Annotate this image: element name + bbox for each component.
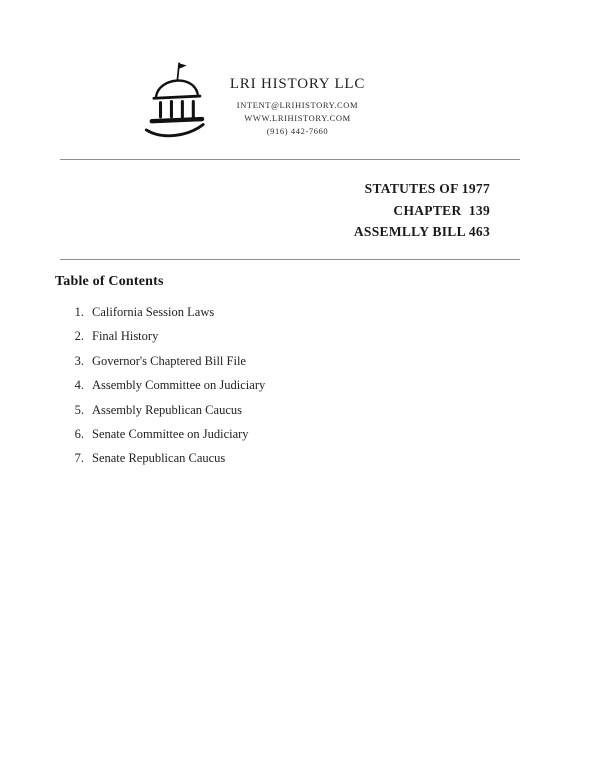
toc-item-label: Assembly Republican Caucus bbox=[92, 402, 242, 417]
toc-item-label: Governor's Chaptered Bill File bbox=[92, 353, 246, 368]
toc-item-label: Senate Committee on Judiciary bbox=[92, 426, 249, 441]
letterhead bbox=[200, 76, 395, 138]
toc-item-label: California Session Laws bbox=[92, 305, 215, 319]
toc-item bbox=[68, 378, 265, 402]
toc-item-number: 5. bbox=[74, 402, 84, 417]
toc-item-number: 6. bbox=[74, 426, 84, 441]
toc-item-number: 3. bbox=[74, 353, 84, 368]
toc-item-number: 1. bbox=[74, 305, 84, 319]
company-phone: (916) 442-7660 bbox=[266, 126, 329, 136]
toc-item bbox=[68, 354, 265, 378]
toc-item bbox=[68, 329, 265, 353]
company-name: LRI HISTORY LLC bbox=[229, 76, 366, 92]
divider-top bbox=[60, 159, 520, 160]
toc-item-number: 4. bbox=[74, 378, 84, 393]
toc-item bbox=[68, 305, 265, 329]
toc-item-number: 2. bbox=[74, 329, 84, 344]
toc-item-label: Final History bbox=[92, 329, 159, 344]
company-website: WWW.LRIHISTORY.COM bbox=[244, 113, 351, 123]
toc-item-label: Assembly Committee on Judiciary bbox=[92, 378, 266, 393]
toc-item-label: Senate Republican Caucus bbox=[92, 451, 226, 466]
statutes-line-bill: ASSEMLLY BILL 463 bbox=[353, 224, 490, 239]
statutes-line-chapter: CHAPTER 139 bbox=[393, 202, 490, 218]
toc-item-number: 7. bbox=[74, 451, 84, 466]
toc-item bbox=[68, 427, 265, 451]
statutes-block bbox=[354, 178, 490, 243]
toc-list bbox=[68, 305, 265, 476]
toc-title: Table of Contents bbox=[55, 274, 164, 289]
toc-item bbox=[68, 403, 265, 427]
company-email: INTENT@LRIHISTORY.COM bbox=[236, 100, 359, 110]
toc-item bbox=[68, 451, 265, 475]
statutes-line-year: STATUTES OF 1977 bbox=[364, 181, 490, 196]
divider-bottom bbox=[60, 259, 520, 260]
